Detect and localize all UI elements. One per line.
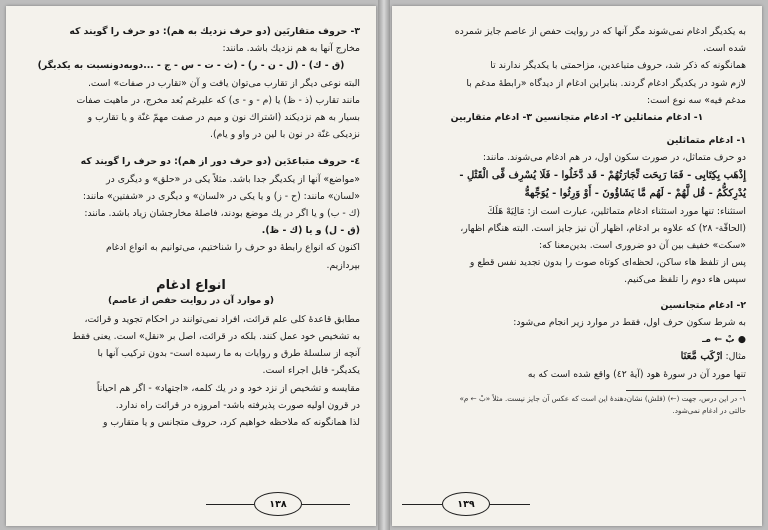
text-line: بپردازيم.	[326, 259, 360, 271]
text-line: لازم شود در يكديگر ادغام گردند. بنابراين ادغام از ديدگاه «رابطهٔ مدغم با	[466, 77, 746, 89]
text-line: به شرط سكون حرف اول، فقط در موارد زير انجام مى‌شود:	[513, 316, 746, 328]
page-number-ornament-line	[206, 504, 254, 505]
footnote: حالتى در ادغام نمى‌شود.	[672, 406, 746, 416]
page-number-ornament-line	[302, 504, 350, 505]
text-line: «لسان» مانند: (ح - ز) و يا يكى در «لسان» و ديگرى در «شفتين» مانند:	[82, 190, 360, 202]
text-line: در قرون اوليه صورت پذيرفته باشد- امروزه در قرائت راه ندارد.	[115, 399, 360, 411]
text-line: مطابق قاعدهٔ كلى علم قرائت، افراد نمى‌توانند در احكام تجويد و قرائت،	[84, 313, 360, 325]
text-line: به يكديگر ادغام نمى‌شوند مگر آنها كه در روايت حفص از عاصم جايز شمرده	[454, 26, 746, 37]
text-line: (الحاقّة- ٢٨) كه علاوه بر ادغام، اظهار آن نيز جايز است. البته هنگام اظهار،	[460, 222, 746, 234]
right-page	[392, 6, 762, 526]
text-line: مانند تقارب (ذ - ظ) يا (م - و - ى) كه عليرغم بُعد مخرج، در ماهيت صفات	[76, 94, 360, 106]
text-line: پس از تلفظ هاء ساكن، لحظه‌اى كوتاه صوت را بدون تجديد نفس قطع و	[469, 257, 746, 269]
text-line: شده است.	[703, 43, 746, 55]
rule-line: ● بْ ← مـ	[702, 334, 746, 346]
text-line: استثناء: تنها مورد استثناء ادغام متماثلين، عبارت است از: مَالِيَهْ هَلَكَ	[487, 205, 746, 217]
left-page-content	[22, 24, 360, 482]
right-page-content	[408, 24, 746, 482]
example-line	[408, 349, 746, 365]
text-line: آنچه از سلسلهٔ طرق و روايات به ما رسيده است- بدون تركيب آنها با	[97, 348, 360, 360]
spacer	[22, 144, 360, 154]
example-text: ارْكَب مَّعَنَا	[680, 351, 723, 363]
page-number-ornament-line	[402, 504, 442, 505]
example-label: مثال:	[725, 351, 746, 363]
section-title: ٢- ادغام متجانسين	[660, 299, 746, 311]
text-line: ٣- حروف متقاربَين (دو حرف نزديك به هم): دو حرف را گويند كه	[69, 26, 360, 37]
types-list: ١- ادغام متماثلين ٢- ادغام متجانسين ٣- ادغام متقاربين	[450, 112, 704, 124]
text-line: به تشخيص خود عمل كنند. بلكه در قرائت، اصل بر «نقل» است. يعنى فقط	[72, 331, 360, 343]
page-number-ornament-line	[490, 504, 530, 505]
section-title: ١- ادغام متماثلين	[666, 135, 746, 147]
text-line: ٤- حروف متباعدَين (دو حرف دور از هم): دو حرف را گويند كه	[80, 156, 360, 168]
text-line: البته نوعى ديگر از تقارب مى‌توان يافت و آن «تقارب در صفات» است.	[87, 77, 360, 89]
text-line: يكديگر- قابل اجراء است.	[262, 365, 360, 377]
footnote: ١- در اين درس، جهت (←) (فلش) نشان‌دهندهٔ اين است كه عكس آن جايز نيست. مثلاً «بْ ← م»	[459, 394, 746, 404]
spacer	[408, 290, 746, 298]
quran-example: يُدْرِككُّمُ - قُل لَّهُمْ - لَهُم مَّا يَشَاؤُونَ - أَوْ وَرِثُوا - يُوَجِّههُّ	[524, 187, 746, 199]
text-line: تنها مورد آن در سورهٔ هود (آيهٔ ٤٢) واقع شده است كه به	[527, 369, 746, 381]
text-line: اكنون كه انواع رابطهٔ دو حرف را شناختيم، مى‌توانيم به انواع ادغام	[105, 242, 360, 254]
text-line: (ك - ب) و يا اگر در يك موضع بودند، فاصلهٔ مخارجشان زياد باشد. مانند:	[84, 208, 360, 220]
text-line: «سكت» خفيف بين آن دو ضرورى است. بدين‌معنا كه:	[539, 240, 746, 252]
text-line: لذا همانگونه كه ملاحظه خواهيم كرد، حروف متجانس و يا متقارب و	[102, 417, 360, 429]
text-line: نزديكى غنّة در نون با لين در واو و يام).	[210, 129, 360, 141]
text-line: (ق - ل) و يا (ك - ظ).	[261, 225, 360, 237]
section-subheading: (و موارد آن در روايت حفص از عاصم)	[108, 295, 274, 306]
text-line: بسيار به هم نزديكند (اشتراك نون و ميم در صفت مهمّ غنّة و يا تقارب و	[87, 112, 360, 124]
text-line: همانگونه كه ذكر شد، حروف متباعدين، مزاحمتى با يكديگر ندارند تا	[490, 60, 746, 72]
text-line: سپس هاء دوم را تلفظ مى‌كنيم.	[624, 274, 746, 286]
page-number: ١٣٨	[254, 492, 302, 516]
text-line: دو حرف متماثل، در صورت سكون اول، در هم ادغام مى‌شوند. مانند:	[482, 152, 746, 164]
text-line: مخارج آنها به هم نزديك باشد. مانند:	[222, 43, 360, 55]
left-page	[6, 6, 376, 526]
book-gutter	[378, 0, 390, 530]
section-heading: انواع ادغام	[156, 277, 226, 293]
page-number: ١٣٩	[442, 492, 490, 516]
text-line: (ق - ك) - (ل - ن - ر) - (ث - ت - س - ج - ...دوبه‌دونسبت به يكديگر)	[37, 60, 345, 72]
quran-example: إِذْهَب بِكِتَابِى - فَمَا رَبِحَت تِّجَارَتُهُمْ - قَد دَّخَلُوا - فَلَا يُسْرِف فِّى الْقَتْلِ -	[459, 169, 746, 181]
text-line: «مواضع» آنها از يكديگر جدا باشد. مثلاً يكى در «حلق» و ديگرى در	[106, 173, 360, 185]
footnote-divider	[626, 390, 746, 391]
text-line: مدغم فيه» سه نوع است:	[647, 94, 746, 106]
text-line: مقايسه و تشخيص از نزد خود و در يك كلمه، «اجتهاد» - اگر هم احياناً	[96, 382, 360, 394]
